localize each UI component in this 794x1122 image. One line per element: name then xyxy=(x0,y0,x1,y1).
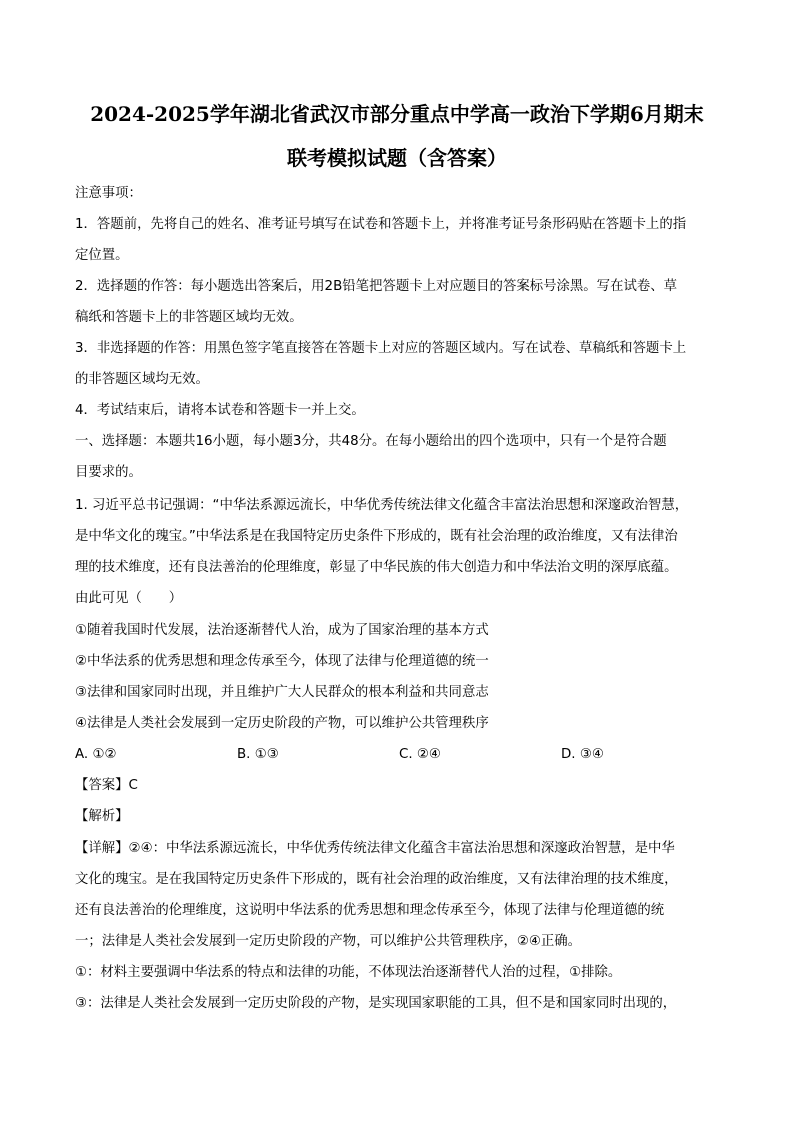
section-heading-line: 一、选择题：本题共16小题，每小题3分，共48分。在每小题给出的四个选项中，只有一个是符合题 xyxy=(75,434,667,449)
detail-line: ①：材料主要强调中华法系的特点和法律的功能，不体现法治逐渐替代人治的过程，①排除。 xyxy=(75,965,622,980)
question-statement: ②中华法系的优秀思想和理念传承至今，体现了法律与伦理道德的统一 xyxy=(75,654,489,669)
notice-heading: 注意事项： xyxy=(75,186,142,201)
section-heading-line: 目要求的。 xyxy=(75,465,142,480)
document-title-line-1: 2024-2025学年湖北省武汉市部分重点中学高一政治下学期6月期末 xyxy=(90,102,704,126)
question-stem-line: 由此可见（ ） xyxy=(75,591,183,606)
notice-line: 稿纸和答题卡上的非答题区域均无效。 xyxy=(75,310,303,325)
detail-line: 还有良法善治的伦理维度，这说明中华法系的优秀思想和理念传承至今，体现了法律与伦理道德的统 xyxy=(75,903,665,918)
document-title-line-2: 联考模拟试题（含答案） xyxy=(287,146,507,170)
question-stem-line: 1. 习近平总书记强调：“中华法系源远流长，中华优秀传统法律文化蕴含丰富法治思想和深邃政治智慧， xyxy=(75,498,689,513)
detail-line: 文化的瑰宝。是在我国特定历史条件下形成的，既有社会治理的政治维度，又有法律治理的技术维度， xyxy=(75,872,678,887)
detail-line: 一；法律是人类社会发展到一定历史阶段的产物，可以维护公共管理秩序，②④正确。 xyxy=(75,934,582,949)
notice-line: 定位置。 xyxy=(75,248,129,263)
notice-line: 3．非选择题的作答：用黑色签字笔直接答在答题卡上对应的答题区域内。写在试卷、草稿纸和答题卡上 xyxy=(75,341,687,356)
notice-line: 1．答题前，先将自己的姓名、准考证号填写在试卷和答题卡上，并将准考证号条形码贴在答题卡上的指 xyxy=(75,217,687,232)
question-statement: ①随着我国时代发展，法治逐渐替代人治，成为了国家治理的基本方式 xyxy=(75,623,489,638)
question-statement: ③法律和国家同时出现，并且维护广大人民群众的根本利益和共同意志 xyxy=(75,685,489,700)
option-d: D. ③④ xyxy=(561,747,604,762)
detail-line: 【详解】②④：中华法系源远流长，中华优秀传统法律文化蕴含丰富法治思想和深邃政治智慧，是中华 xyxy=(75,841,675,856)
notice-line: 的非答题区域均无效。 xyxy=(75,372,209,387)
analysis-label: 【解析】 xyxy=(75,809,129,824)
notice-line: 4．考试结束后，请将本试卷和答题卡一并上交。 xyxy=(75,403,365,418)
option-c: C. ②④ xyxy=(399,747,441,762)
question-stem-line: 理的技术维度，还有良法善治的伦理维度，彰显了中华民族的伟大创造力和中华法治文明的深厚底蕴。 xyxy=(75,560,678,575)
question-statement: ④法律是人类社会发展到一定历史阶段的产物，可以维护公共管理秩序 xyxy=(75,716,489,731)
option-a: A. ①② xyxy=(75,747,117,762)
option-b: B. ①③ xyxy=(237,747,279,762)
detail-line: ③：法律是人类社会发展到一定历史阶段的产物，是实现国家职能的工具，但不是和国家同时出现的， xyxy=(75,996,677,1011)
answer-label: 【答案】C xyxy=(75,778,138,793)
notice-line: 2．选择题的作答：每小题选出答案后，用2B铅笔把答题卡上对应题目的答案标号涂黑。写在试卷、草 xyxy=(75,279,678,294)
question-stem-line: 是中华文化的瑰宝。”中华法系是在我国特定历史条件下形成的，既有社会治理的政治维度，又有法律治 xyxy=(75,529,678,544)
